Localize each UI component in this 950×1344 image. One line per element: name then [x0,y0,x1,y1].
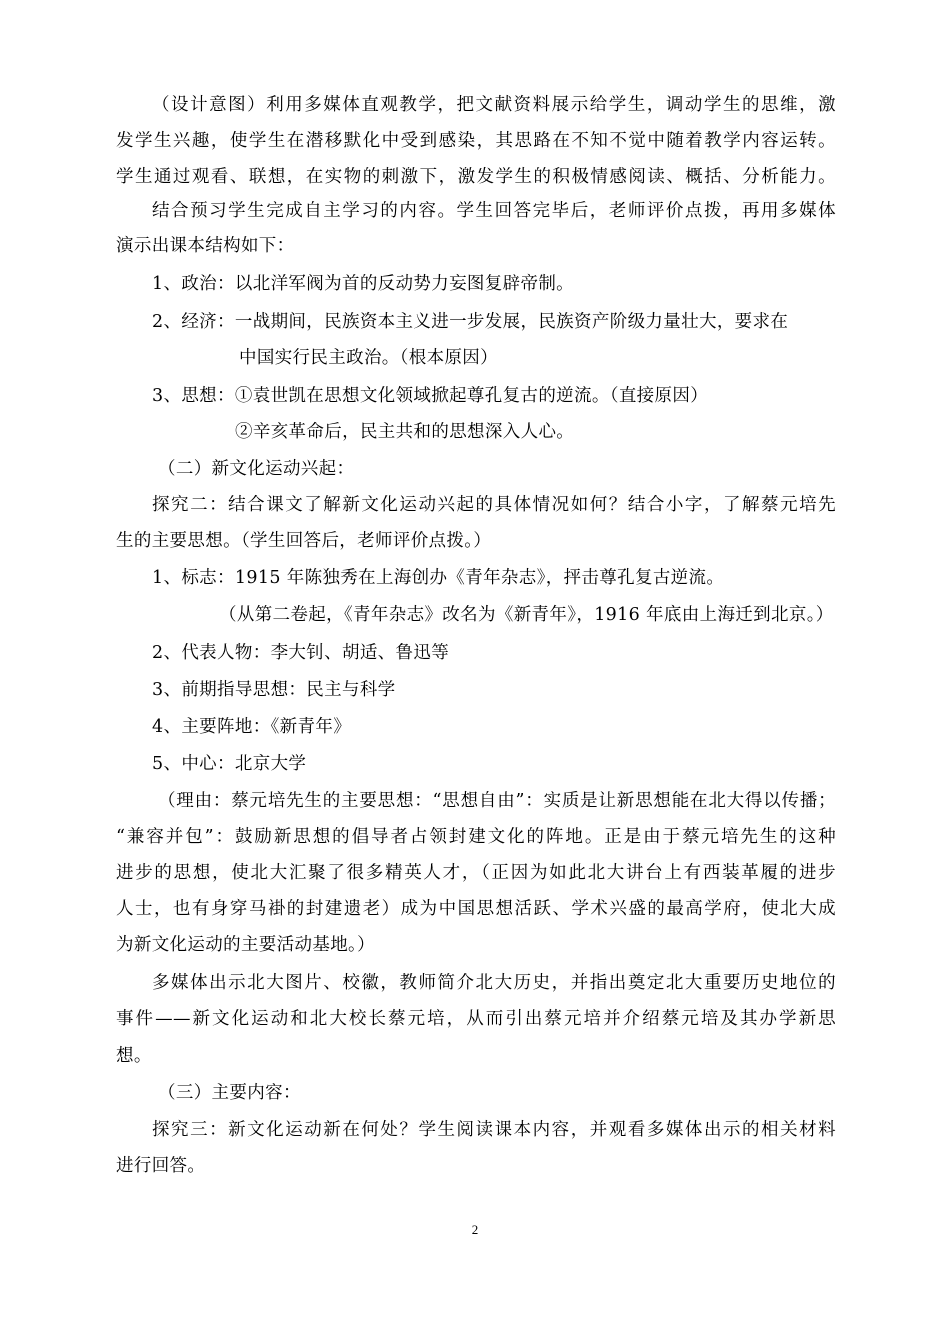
text-line: （理由：蔡元培先生的主要思想：“思想自由”：实质是让新思想能在北大得以传播； [158,791,836,811]
text-line: 进行回答。 [116,1156,206,1176]
text-line: （从第二卷起，《青年杂志》改名为《新青年》，1916 年底由上海迁到北京。） [219,605,834,625]
section-heading: （三）主要内容： [158,1083,301,1103]
text-line: 5、中心：北京大学 [152,754,307,774]
text-line: 2、经济：一战期间，民族资本主义进一步发展，民族资产阶级力量壮大，要求在 [152,312,789,332]
text-line: 事件——新文化运动和北大校长蔡元培，从而引出蔡元培并介绍蔡元培及其办学新思 [116,1009,836,1029]
text-line: “兼容并包”：鼓励新思想的倡导者占领封建文化的阵地。正是由于蔡元培先生的这种 [116,827,836,847]
text-line: 进步的思想，使北大汇聚了很多精英人才，（正因为如此北大讲台上有西装革履的进步 [116,863,836,883]
page-number: 2 [471,1222,479,1237]
text-line: （设计意图）利用多媒体直观教学，把文献资料展示给学生，调动学生的思维，激 [152,95,836,115]
text-line: 3、思想：①袁世凯在思想文化领域掀起尊孔复古的逆流。（直接原因） [152,386,709,406]
text-line: 为新文化运动的主要活动基地。） [116,935,375,955]
section-heading: （二）新文化运动兴起： [158,459,355,479]
text-line: 想。 [116,1046,152,1066]
text-line: 发学生兴趣，使学生在潜移默化中受到感染，其思路在不知不觉中随着教学内容运转。 [116,131,836,151]
text-line: 学生通过观看、联想，在实物的刺激下，激发学生的积极情感阅读、概括、分析能力。 [116,167,836,187]
text-line: 探究二：结合课文了解新文化运动兴起的具体情况如何？结合小字，了解蔡元培先 [152,495,836,515]
text-line: 生的主要思想。（学生回答后，老师评价点拨。） [116,531,492,551]
text-line: 结合预习学生完成自主学习的内容。学生回答完毕后，老师评价点拨，再用多媒体 [152,201,836,221]
text-line: 多媒体出示北大图片、校徽，教师简介北大历史，并指出奠定北大重要历史地位的 [152,973,836,993]
text-line: 4、主要阵地：《新青年》 [152,717,352,737]
text-line: 2、代表人物：李大钊、胡适、鲁迅等 [152,643,450,663]
text-line: 演示出课本结构如下： [116,236,295,256]
text-line: 人士，也有身穿马褂的封建遗老）成为中国思想活跃、学术兴盛的最高学府，使北大成 [116,899,836,919]
text-line: 1、标志：1915 年陈独秀在上海创办《青年杂志》，抨击尊孔复古逆流。 [152,568,725,588]
text-line: ②辛亥革命后，民主共和的思想深入人心。 [235,422,575,442]
text-line: 中国实行民主政治。（根本原因） [239,348,498,368]
text-line: 3、前期指导思想：民主与科学 [152,680,396,700]
text-line: 探究三：新文化运动新在何处？学生阅读课本内容，并观看多媒体出示的相关材料 [152,1120,836,1140]
text-line: 1、政治：以北洋军阀为首的反动势力妄图复辟帝制。 [152,274,575,294]
